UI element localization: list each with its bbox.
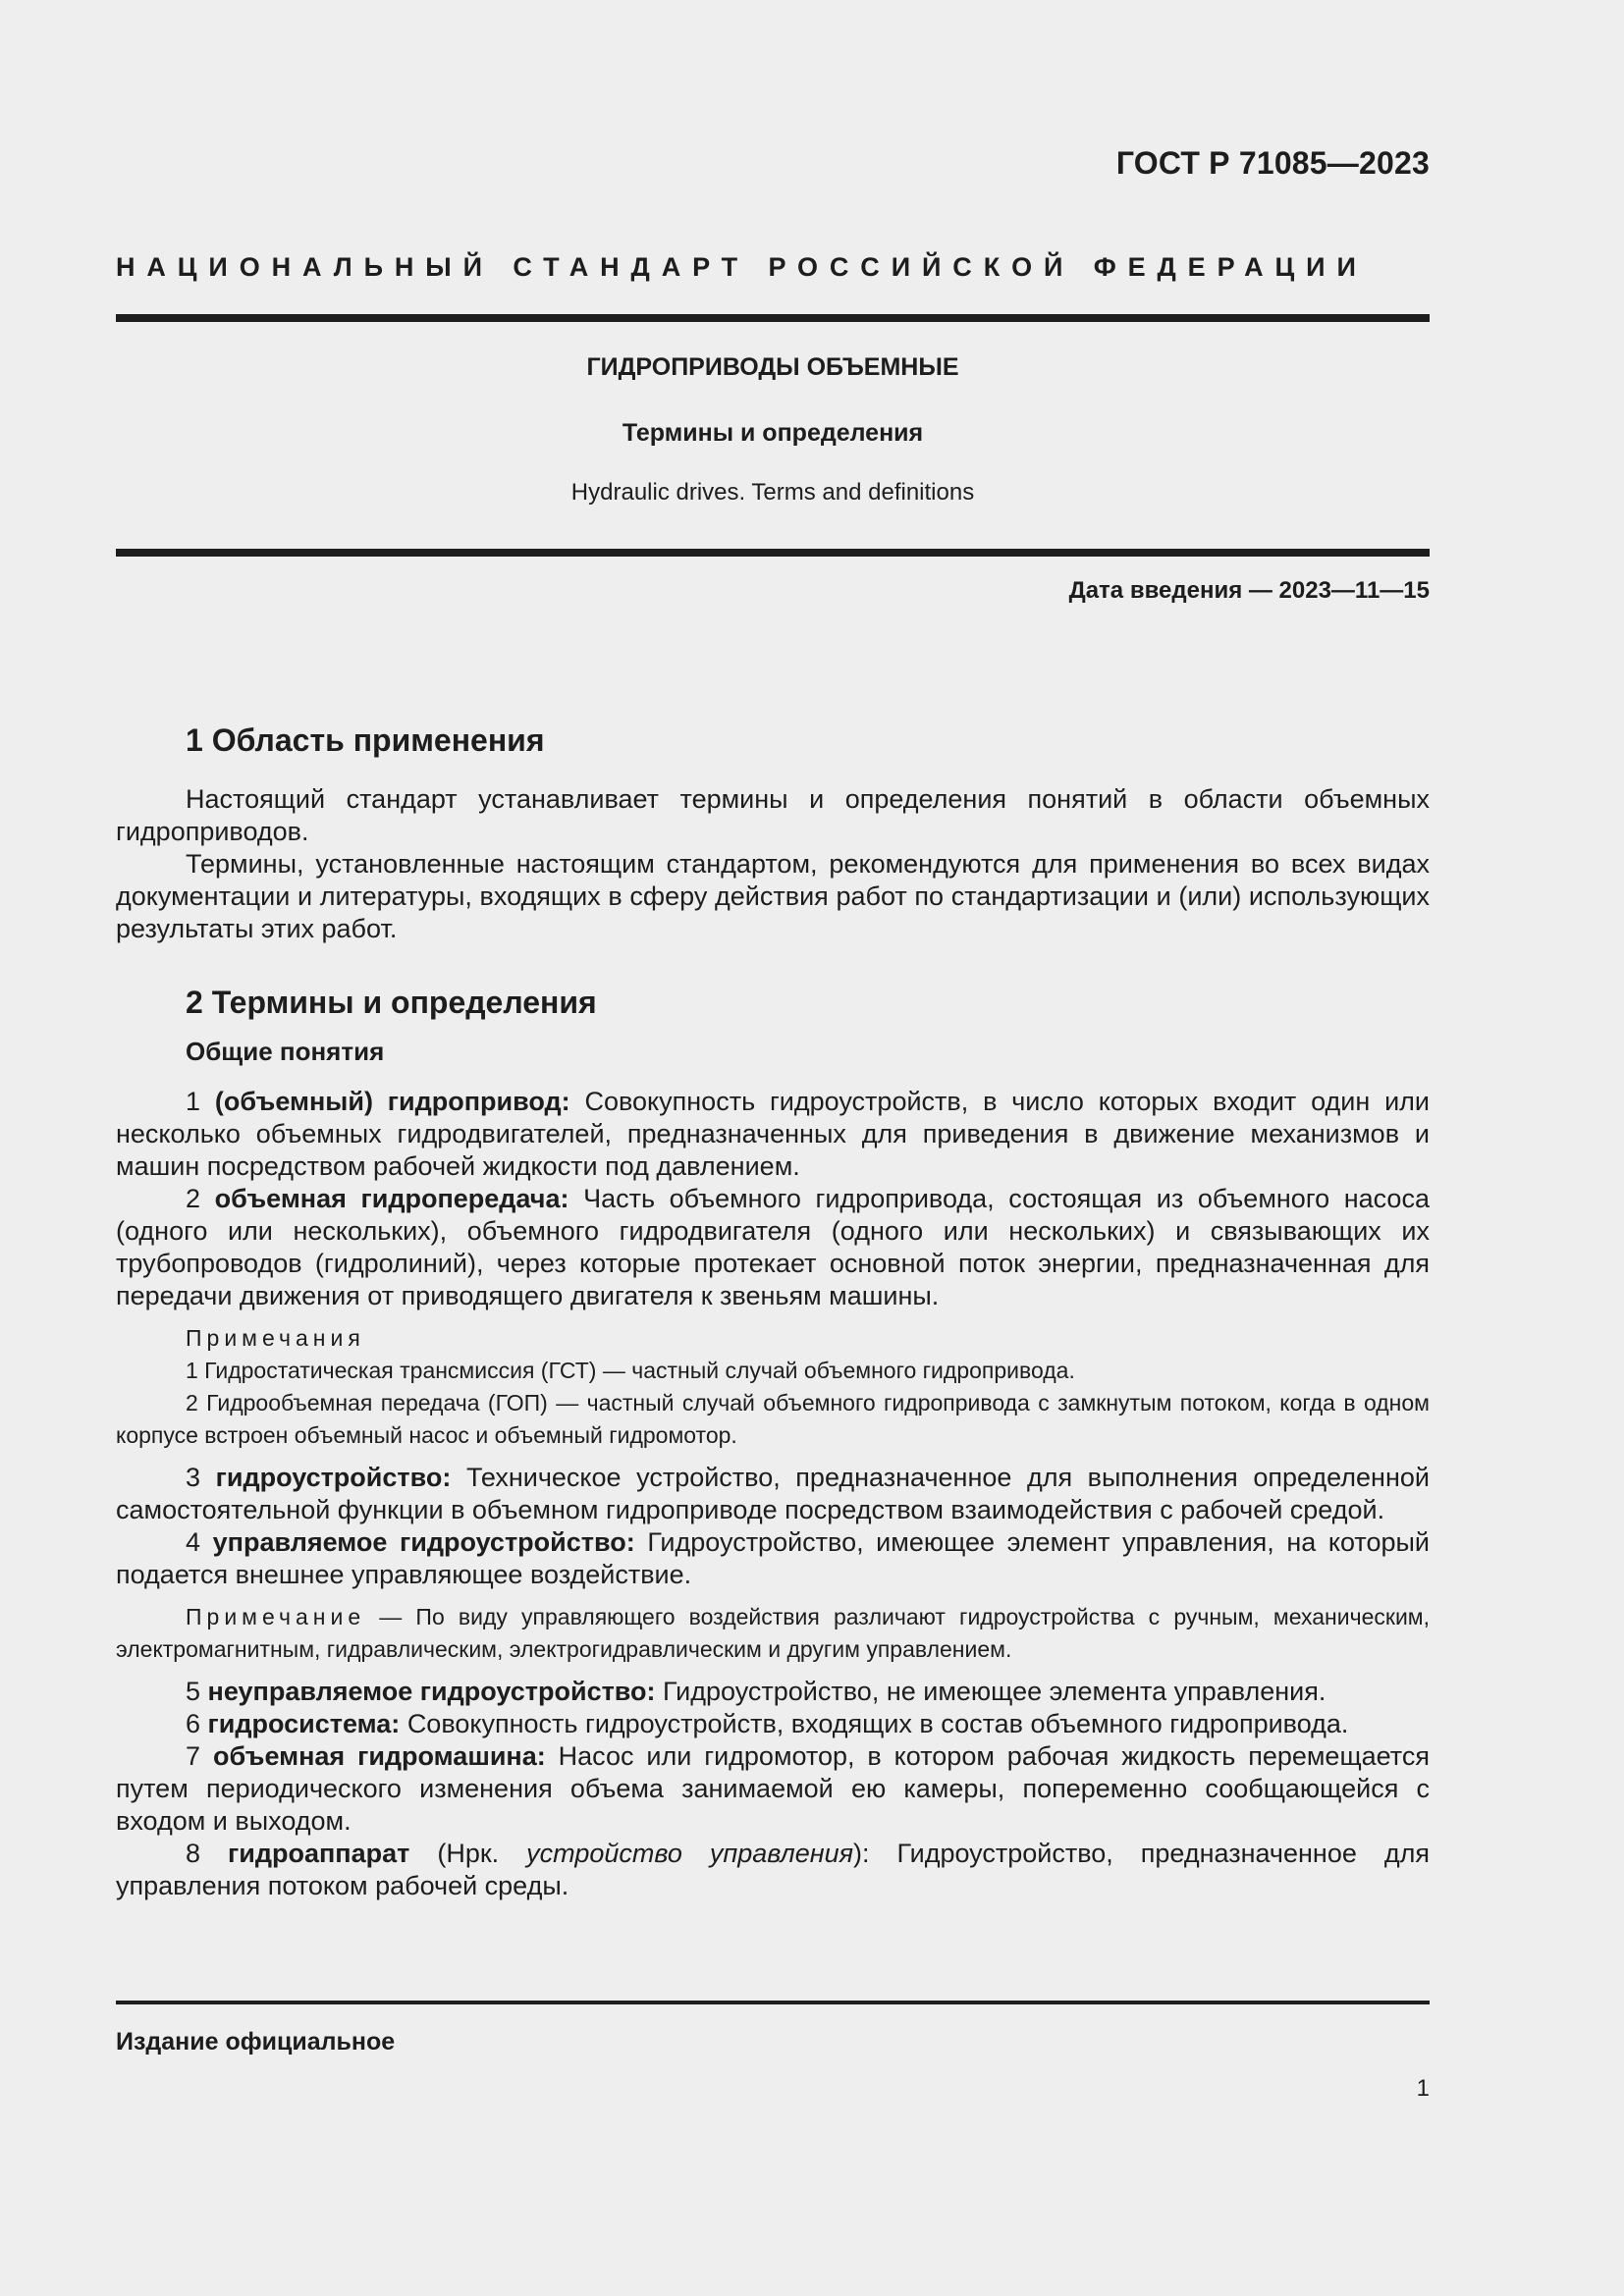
note-item: 2 Гидрообъемная передача (ГОП) — частный случай объемного гидропривода с замкнутым потоком, когда в одном корпусе встроен объемный насос и объемный гидромотор. (116, 1390, 1430, 1448)
term-entry-6 (116, 1708, 1430, 1740)
english-title: Hydraulic drives. Terms and definitions (570, 479, 975, 506)
term-abbreviation: (Нрк. (437, 1839, 500, 1868)
term-name: (объемный) гидропривод: (214, 1087, 570, 1116)
term-number: 3 (186, 1463, 201, 1492)
term-definition: Гидроустройство, не имеющее элемента управления. (663, 1677, 1326, 1706)
term-definition: Совокупность гидроустройств, входящих в состав объемного гидропривода. (406, 1709, 1349, 1738)
title-divider (116, 549, 1430, 557)
term-entry-8 (116, 1838, 1430, 1902)
subsection-heading: Общие понятия (186, 1037, 385, 1066)
term-number: 8 (186, 1839, 201, 1868)
note-label: Примечание (186, 1604, 366, 1629)
term-entry-2 (116, 1183, 1430, 1312)
term-name: объемная гидропередача: (214, 1184, 569, 1213)
edition-label: Издание официальное (116, 2028, 396, 2056)
section-2-heading: 2 Термины и определения (186, 985, 597, 1020)
term-name: управляемое гидроустройство: (212, 1527, 635, 1557)
note-item: 1 Гидростатическая трансмиссия (ГСТ) — частный случай объемного гидропривода. (186, 1358, 1075, 1383)
term-number: 1 (186, 1087, 201, 1116)
document-title: ГИДРОПРИВОДЫ ОБЪЕМНЫЕ (586, 353, 959, 381)
top-divider (116, 314, 1430, 322)
term-definition: Часть объемного гидропривода, состоящая из объемного насоса (одного или нескольких), объемного гидродвигателя (одного или нескольких) и связывающих их трубопроводов (гидролиний), через которые протекает основной поток энергии, предназначенная для передачи движения от приводящего двигателя к звеньям машины. (116, 1184, 1430, 1310)
note-item (116, 1601, 1430, 1666)
term-entry-5 (116, 1676, 1430, 1708)
term-name: объемная гидромашина: (212, 1741, 546, 1771)
term-name: гидроустройство: (215, 1463, 452, 1492)
term-entry-1 (116, 1086, 1430, 1183)
term-definition: Совокупность гидроустройств, в число которых входит один или несколько объемных гидродвигателей, предназначенных для приведения в движение механизмов и машин посредством рабочей жидкости под давлением. (116, 1087, 1430, 1181)
document-number: ГОСТ Р 71085—2023 (1115, 145, 1430, 181)
term-entry-7 (116, 1740, 1430, 1838)
note-block (116, 1601, 1430, 1666)
term-name: гидросистема: (207, 1709, 401, 1738)
term-number: 7 (186, 1741, 201, 1771)
non-recommended-term: устройство управления (526, 1839, 854, 1868)
term-number: 4 (186, 1527, 201, 1557)
term-number: 5 (186, 1677, 201, 1706)
document-page (116, 0, 1430, 2296)
footer-divider (116, 2001, 1430, 2004)
page-number: 1 (1416, 2075, 1430, 2102)
term-entry-3 (116, 1462, 1430, 1526)
notes-heading: Примечания (186, 1325, 365, 1351)
notes-block (116, 1322, 1430, 1452)
term-definition: Техническое устройство, предназначенное для выполнения определенной самостоятельной функции в объемном гидроприводе посредством взаимодействия с рабочей средой. (116, 1463, 1430, 1524)
term-definition: Гидроустройство, имеющее элемент управления, на который подается внешнее управляющее воздействие. (116, 1527, 1430, 1589)
section-1-paragraph: Термины, установленные настоящим стандартом, рекомендуются для применения во всех видах документации и литературы, входящих в сферу действия работ по стандартизации и (или) использующих результаты этих работ. (116, 849, 1430, 943)
effective-date: Дата введения — 2023—11—15 (1068, 577, 1430, 604)
note-text: — По виду управляющего воздействия различают гидроустройства с ручным, механическим, электромагнитным, гидравлическим, электрогидравлическим и другим управлением. (116, 1604, 1430, 1662)
section-1-heading: 1 Область применения (186, 722, 545, 758)
term-definition: Насос или гидромотор, в котором рабочая жидкость перемещается путем периодического изменения объема занимаемой ею камеры, попеременно сообщающейся с входом и выходом. (116, 1741, 1430, 1836)
term-entry-4 (116, 1526, 1430, 1591)
term-name: гидроаппарат (228, 1839, 410, 1868)
term-number: 6 (186, 1709, 201, 1738)
term-definition: ): Гидроустройство, предназначенное для управления потоком рабочей среды. (116, 1839, 1430, 1900)
term-name: неуправляемое гидроустройство: (207, 1677, 656, 1706)
term-number: 2 (186, 1184, 201, 1213)
document-subtitle: Термины и определения (622, 419, 924, 447)
section-1-paragraph: Настоящий стандарт устанавливает термины и определения понятий в области объемных гидроприводов. (116, 784, 1430, 846)
national-standard-caption: НАЦИОНАЛЬНЫЙ СТАНДАРТ РОССИЙСКОЙ ФЕДЕРАЦИИ (116, 252, 1368, 282)
document-body (116, 721, 1430, 1902)
